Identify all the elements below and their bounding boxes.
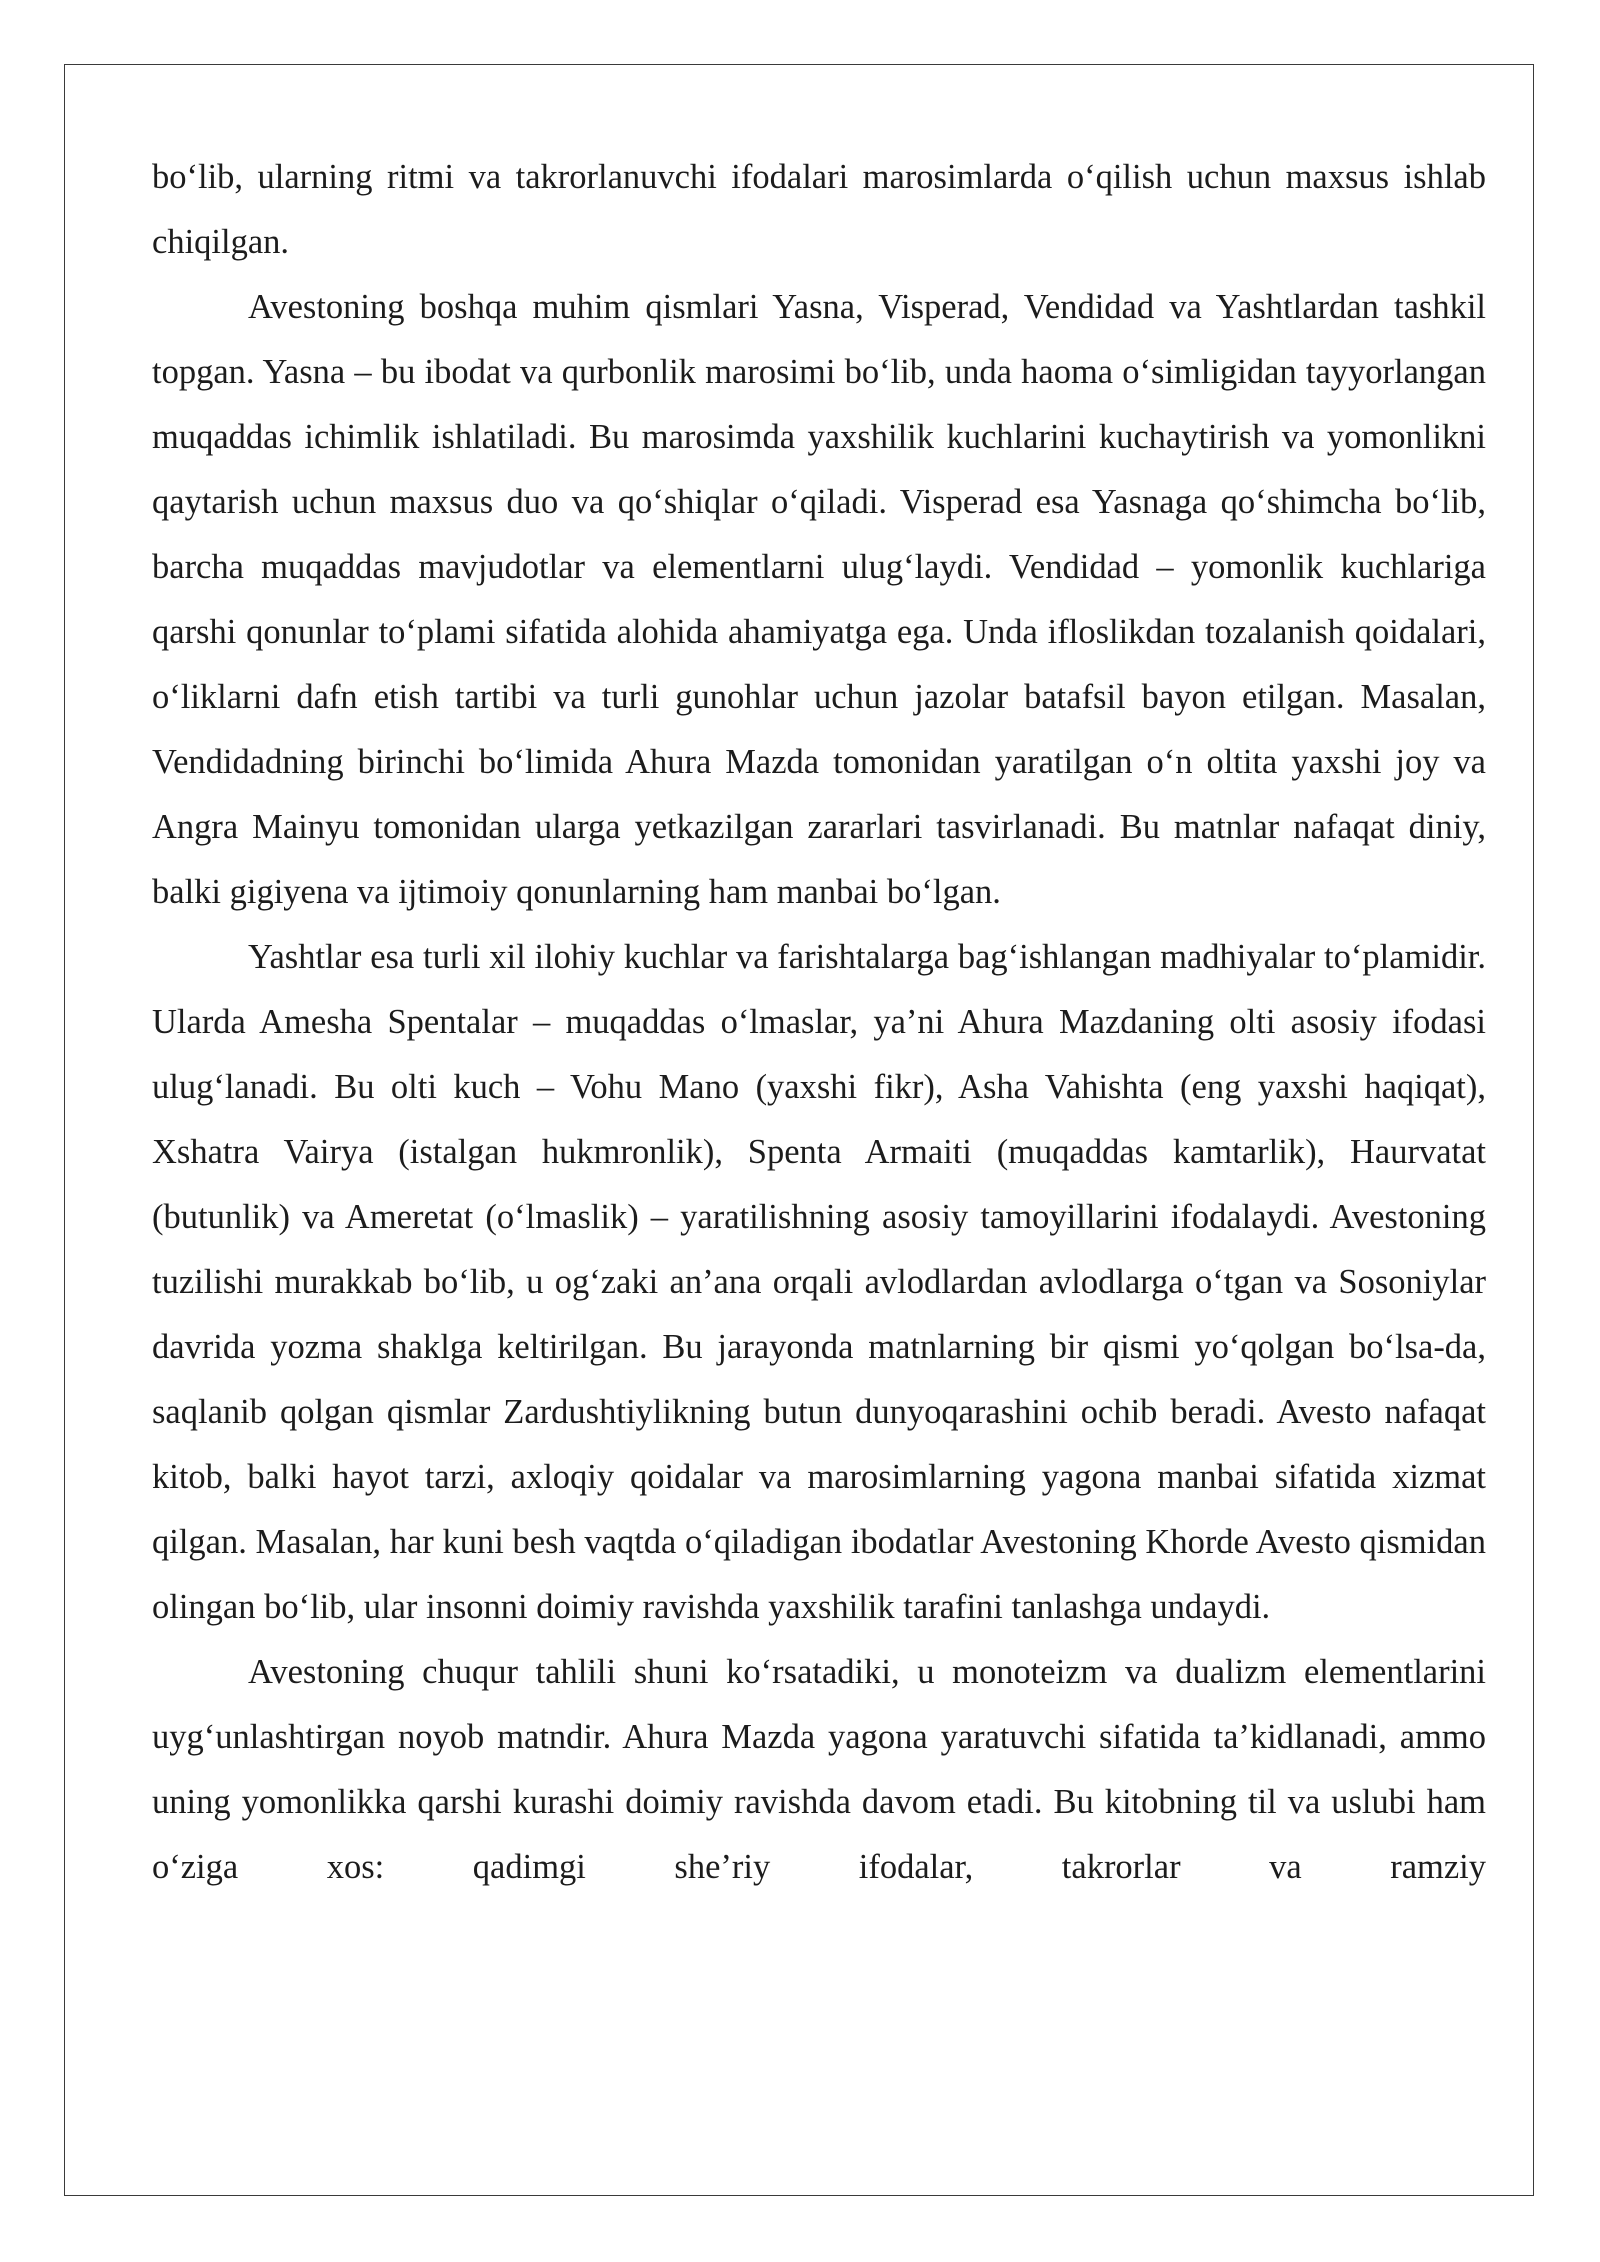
paragraph-avesto-parts: Avestoning boshqa muhim qismlari Yasna, Visperad, Vendidad va Yashtlardan tashkil topgan. Yasna – bu ibodat va qurbonlik marosimi bo‘lib, unda haoma o‘simligidan tayyorlangan muqaddas ichimlik ishlatiladi. Bu marosimda yaxshilik kuchlarini kuchaytirish va yomonlikni qaytarish uchun maxsus duo va qo‘shiqlar o‘qiladi. Visperad esa Yasnaga qo‘shimcha bo‘lib, barcha muqaddas mavjudotlar va elementlarni ulug‘laydi. Vendidad – yomonlik kuchlariga qarshi qonunlar to‘plami sifatida alohida ahamiyatga ega. Unda ifloslikdan tozalanish qoidalari, o‘liklarni dafn etish tartibi va turli gunohlar uchun jazolar batafsil bayon etilgan. Masalan, Vendidadning birinchi bo‘limida Ahura Mazda tomonidan yaratilgan o‘n oltita yaxshi joy va Angra Mainyu tomonidan ularga yetkazilgan zararlari tasvirlanadi. Bu matnlar nafaqat diniy, balki gigiyena va ijtimoiy qonunlarning ham manbai bo‘lgan. — [152, 288, 1486, 911]
paragraph-analysis: Avestoning chuqur tahlili shuni ko‘rsatadiki, u monoteizm va dualizm elementlarini uyg‘unlashtirgan noyob matndir. Ahura Mazda yagona yaratuvchi sifatida ta’kidlanadi, ammo uning yomonlikka qarshi kurashi doimiy ravishda davom etadi. Bu kitobning til va uslubi ham o‘ziga xos: qadimgi she’riy ifodalar, takrorlar va ramziy — [152, 1653, 1486, 1886]
paragraph-continuation: bo‘lib, ularning ritmi va takrorlanuvchi ifodalari marosimlarda o‘qilish uchun maxsus ishlab chiqilgan. — [152, 158, 1486, 261]
document-body — [152, 145, 1486, 1900]
paragraph-yashtlar: Yashtlar esa turli xil ilohiy kuchlar va farishtalarga bag‘ishlangan madhiyalar to‘plamidir. Ularda Amesha Spentalar – muqaddas o‘lmaslar, ya’ni Ahura Mazdaning olti asosiy ifodasi ulug‘lanadi. Bu olti kuch – Vohu Mano (yaxshi fikr), Asha Vahishta (eng yaxshi haqiqat), Xshatra Vairya (istalgan hukmronlik), Spenta Armaiti (muqaddas kamtarlik), Haurvatat (butunlik) va Ameretat (o‘lmaslik) – yaratilishning asosiy tamoyillarini ifodalaydi. Avestoning tuzilishi murakkab bo‘lib, u og‘zaki an’ana orqali avlodlardan avlodlarga o‘tgan va Sosoniylar davrida yozma shaklga keltirilgan. Bu jarayonda matnlarning bir qismi yo‘qolgan bo‘lsa-da, saqlanib qolgan qismlar Zardushtiylikning butun dunyoqarashini ochib beradi. Avesto nafaqat kitob, balki hayot tarzi, axloqiy qoidalar va marosimlarning yagona manbai sifatida xizmat qilgan. Masalan, har kuni besh vaqtda o‘qiladigan ibodatlar Avestoning Khorde Avesto qismidan olingan bo‘lib, ular insonni doimiy ravishda yaxshilik tarafini tanlashga undaydi. — [152, 938, 1486, 1626]
